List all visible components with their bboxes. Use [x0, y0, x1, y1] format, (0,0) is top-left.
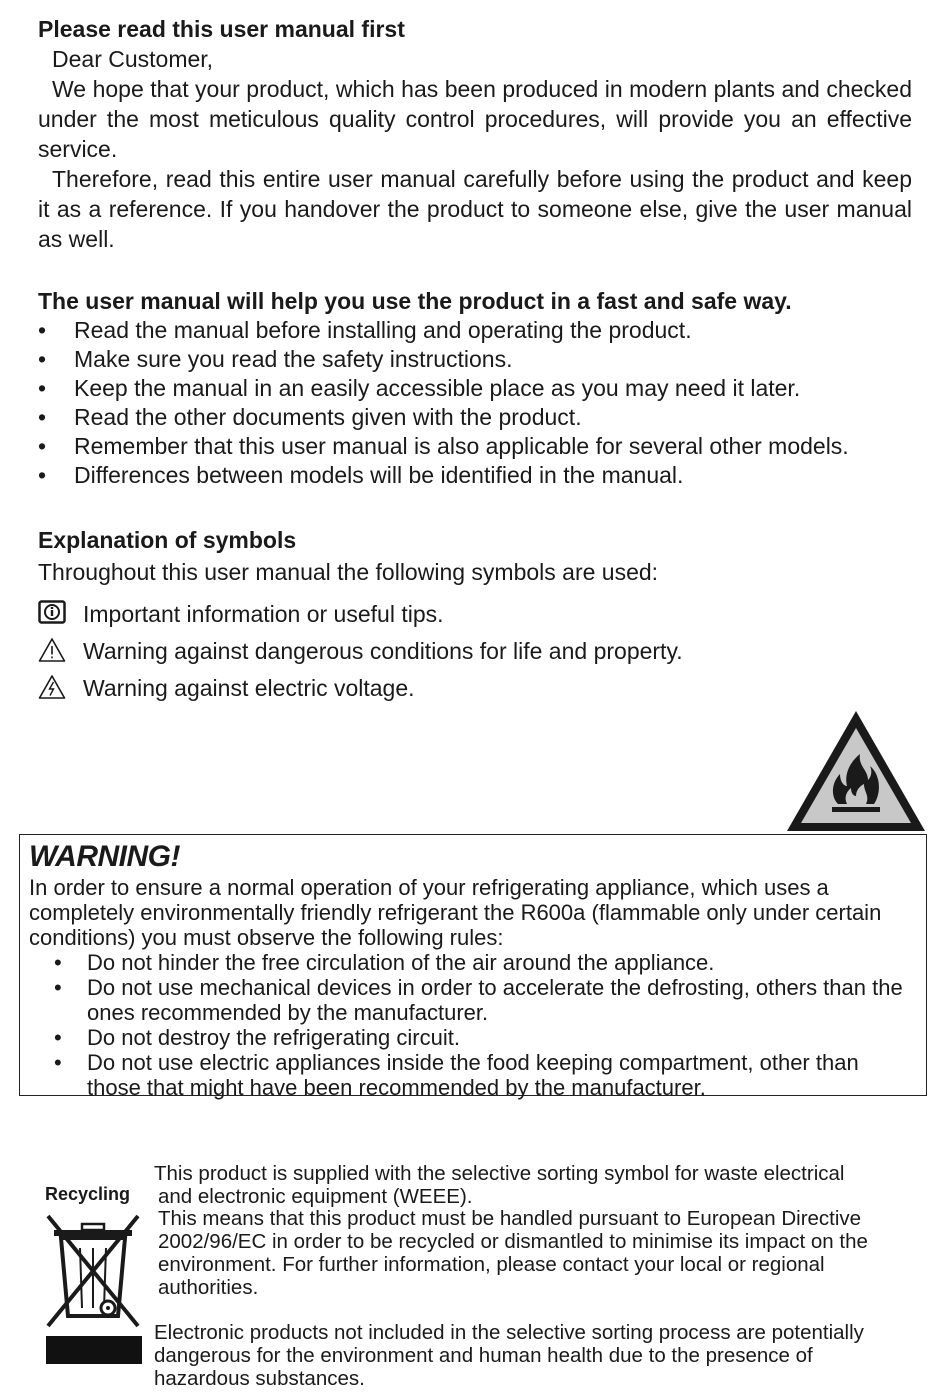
list-item-text: Do not hinder the free circulation of the air around the appliance.	[87, 950, 715, 975]
list-item-text: Do not use electric appliances inside the food keeping compartment, other than those that might have been recommended by the manufacturer.	[87, 1050, 859, 1100]
list-item-text: Differences between models will be identified in the manual.	[74, 462, 684, 488]
list-item-text: Read the manual before installing and operating the product.	[74, 317, 692, 343]
list-item	[38, 403, 938, 432]
warning-box	[19, 834, 927, 1100]
warning-intro: In order to ensure a normal operation of your refrigerating appliance, which uses a completely environmentally friendly refrigerant the R600a (flammable only under certain conditions) you must observe the following rules:	[29, 875, 882, 950]
recycling-text	[154, 1163, 914, 1390]
bullet: •	[38, 462, 47, 488]
symbol-row	[38, 596, 918, 633]
warning-list	[29, 950, 916, 1100]
list-item	[38, 432, 938, 461]
symbol-text: Important information or useful tips.	[83, 601, 444, 627]
symbols-lead: Throughout this user manual the following symbols are used:	[38, 559, 659, 585]
intro-paragraph-1: We hope that your product, which has been produced in modern plants and checked under the most meticulous quality control procedures, will provide you an effective service.	[38, 76, 912, 162]
list-item	[38, 461, 938, 490]
electric-warning-icon	[38, 674, 66, 700]
recycling-paragraph-2: This means that this product must be handled pursuant to European Directive 2002/96/EC in order to be recycled or dismantled to minimise its impact on the environment. For further information, please contact your local or regional authorities.	[158, 1207, 868, 1299]
bullet: •	[38, 317, 47, 343]
symbol-text: Warning against electric voltage.	[83, 675, 415, 701]
symbols-section	[38, 524, 918, 707]
list-item-text: Read the other documents given with the product.	[74, 404, 582, 430]
list-item-text: Keep the manual in an easily accessible place as you may need it later.	[74, 375, 801, 401]
warning-triangle-icon	[38, 637, 66, 663]
bullet: •	[38, 404, 47, 430]
list-item-text: Remember that this user manual is also applicable for several other models.	[74, 433, 849, 459]
info-icon	[38, 600, 66, 626]
bullet: •	[54, 1025, 62, 1050]
warning-title: WARNING!	[29, 840, 180, 873]
recycling-line-1: This product is supplied with the selective sorting symbol for waste electrical	[154, 1162, 845, 1185]
list-item-text: Do not use mechanical devices in order to accelerate the defrosting, others than the ones recommended by the manufacturer.	[87, 975, 903, 1025]
intro-paragraph-2: Therefore, read this entire user manual carefully before using the product and keep it as a reference. If you handover the product to someone else, give the user manual as well.	[38, 166, 912, 252]
symbol-list	[38, 596, 918, 707]
bullet: •	[54, 950, 62, 975]
symbols-heading: Explanation of symbols	[38, 527, 297, 553]
flammable-warning-icon	[784, 708, 928, 834]
bullet: •	[54, 1050, 62, 1075]
help-heading: The user manual will help you use the product in a fast and safe way.	[38, 288, 792, 314]
list-item-text: Do not destroy the refrigerating circuit.	[87, 1025, 460, 1050]
bullet: •	[38, 346, 47, 372]
symbol-row	[38, 633, 918, 670]
list-item	[38, 374, 938, 403]
recycling-paragraph-3: Electronic products not included in the selective sorting process are potentially dangerous for the environment and human health due to the presence of hazardous substances.	[154, 1321, 864, 1390]
list-item	[54, 1025, 916, 1050]
help-section	[38, 286, 938, 490]
crossed-bin-icon	[44, 1212, 142, 1364]
list-item	[38, 316, 938, 345]
intro-section	[38, 14, 912, 254]
intro-heading: Please read this user manual first	[38, 16, 405, 42]
list-item	[54, 975, 916, 1025]
symbol-text: Warning against dangerous conditions for life and property.	[83, 638, 683, 664]
bullet: •	[38, 375, 47, 401]
help-list	[38, 316, 938, 490]
list-item	[54, 950, 916, 975]
list-item	[38, 345, 938, 374]
recycling-label: Recycling	[45, 1184, 131, 1204]
bullet: •	[54, 975, 62, 1000]
list-item	[54, 1050, 916, 1100]
greeting: Dear Customer,	[52, 46, 214, 72]
list-item-text: Make sure you read the safety instructions.	[74, 346, 513, 372]
recycling-line-2: and electronic equipment (WEEE).	[158, 1184, 473, 1208]
symbol-row	[38, 670, 918, 707]
bullet: •	[38, 433, 47, 459]
